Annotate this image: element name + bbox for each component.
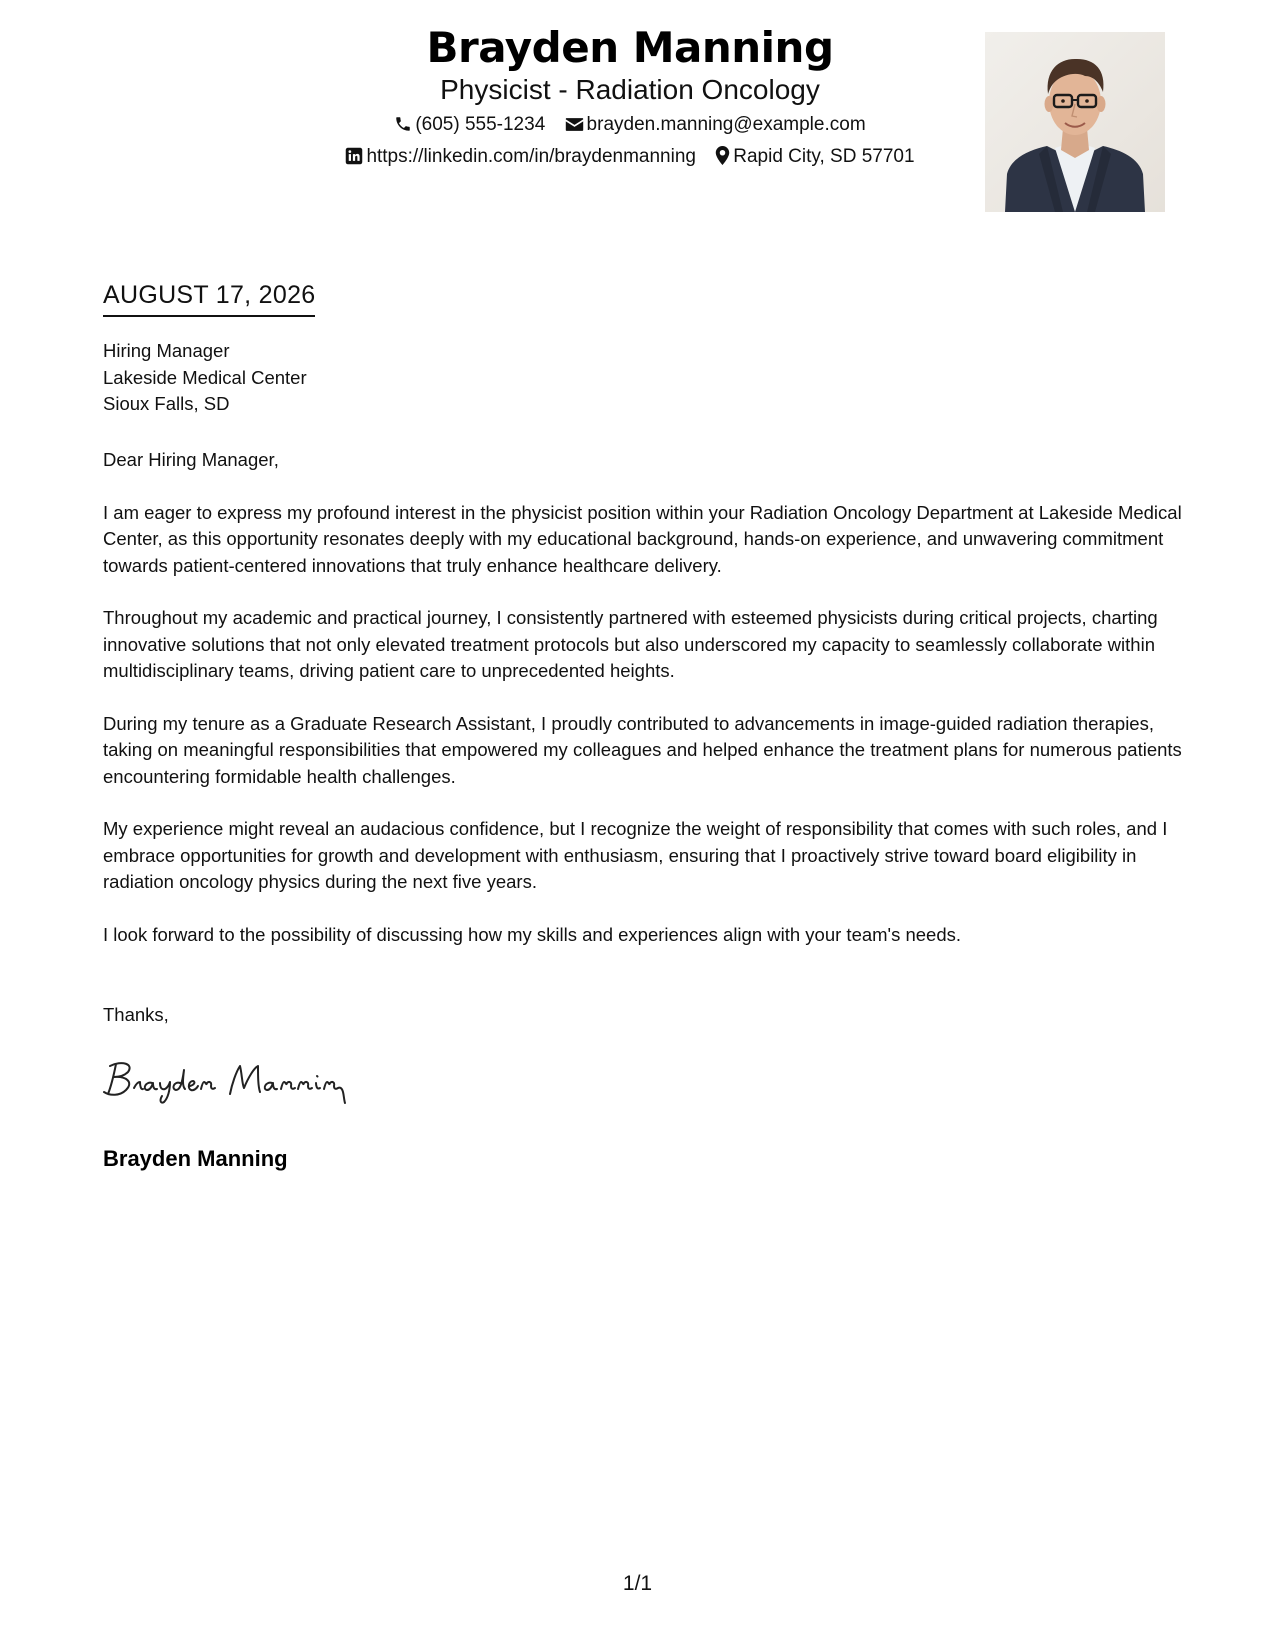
body-paragraph: Throughout my academic and practical journey, I consistently partnered with esteemed physicists during critical projects, charting innovative solutions that not only elevated treatment protocols but also underscored my capacity to seamlessly collaborate within multidisciplinary teams, driving patient care to unprecedented heights. bbox=[103, 607, 1158, 681]
letter-body bbox=[103, 447, 1183, 974]
page-number: 1/1 bbox=[622, 1572, 653, 1595]
email-contact bbox=[565, 112, 866, 138]
linkedin-url: https://linkedin.com/in/braydenmanning bbox=[366, 146, 696, 167]
recipient-city: Sioux Falls, SD bbox=[103, 393, 230, 414]
linkedin-icon bbox=[345, 147, 363, 165]
letter-date: AUGUST 17, 2026 bbox=[103, 278, 315, 317]
phone-icon bbox=[394, 115, 412, 133]
body-paragraph: I am eager to express my profound interest in the physicist position within your Radiation Oncology Department at Lakeside Medical Center, as this opportunity resonates deeply with my educational background, hands-on experience, and unwavering commitment towards patient-centered innovations that truly enhance healthcare delivery. bbox=[103, 501, 1182, 576]
envelope-icon bbox=[565, 116, 584, 133]
location-contact bbox=[715, 144, 914, 170]
contact-row-secondary bbox=[260, 144, 1000, 170]
linkedin-contact bbox=[345, 144, 696, 170]
location-text: Rapid City, SD 57701 bbox=[733, 146, 915, 167]
handwritten-signature bbox=[100, 1058, 362, 1106]
applicant-title: Physicist - Radiation Oncology bbox=[440, 74, 820, 105]
signed-name: Brayden Manning bbox=[103, 1146, 288, 1171]
closing-phrase: Thanks, bbox=[103, 1004, 169, 1025]
contact-row-primary bbox=[260, 112, 1000, 138]
body-paragraph: I look forward to the possibility of discussing how my skills and experiences align with your team's needs. bbox=[103, 923, 962, 945]
recipient-organization: Lakeside Medical Center bbox=[103, 366, 307, 388]
recipient-title: Hiring Manager bbox=[103, 340, 230, 361]
phone-number: (605) 555-1234 bbox=[415, 114, 546, 135]
applicant-name: Brayden Manning bbox=[426, 23, 834, 72]
map-pin-icon bbox=[715, 146, 730, 165]
body-paragraph: My experience might reveal an audacious confidence, but I recognize the weight of responsibility that comes with such roles, and I embrace opportunities for growth and development with enthusiasm, ensuring that I proactively strive toward board eligibility in radiation oncology physics during the next five years. bbox=[103, 818, 1168, 892]
salutation: Dear Hiring Manager, bbox=[103, 449, 279, 470]
recipient-block bbox=[103, 338, 307, 418]
body-paragraph: During my tenure as a Graduate Research Assistant, I proudly contributed to advancements in image-guided radiation therapies, taking on meaningful responsibilities that empowered my colleagues and helped enhance the treatment plans for numerous patients encountering formidable health challenges. bbox=[103, 712, 1182, 787]
profile-photo bbox=[985, 32, 1165, 212]
letter-header bbox=[0, 0, 1275, 230]
phone-contact bbox=[394, 112, 545, 138]
email-address: brayden.manning@example.com bbox=[586, 114, 866, 135]
